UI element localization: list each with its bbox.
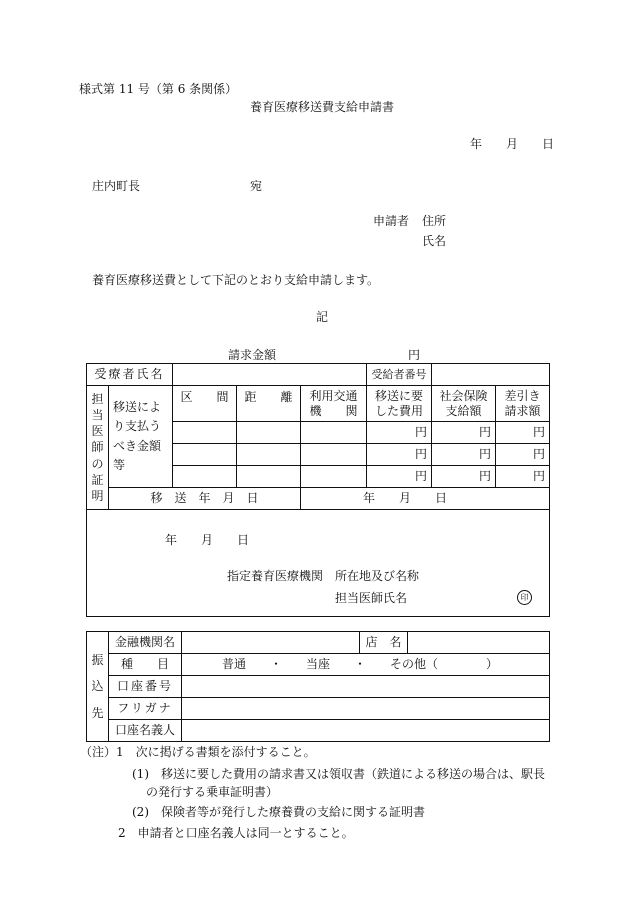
furigana-field[interactable]	[182, 698, 550, 720]
distance-cell[interactable]	[237, 466, 301, 488]
col-section: 区 間	[173, 386, 237, 422]
doctor-certification-side-label: 担当医師の証明	[91, 391, 104, 503]
transfer-destination-side	[87, 632, 109, 742]
certification-date[interactable]: 年 月 日	[165, 533, 250, 547]
col-distance: 距 離	[237, 386, 301, 422]
account-holder-field[interactable]	[182, 720, 550, 742]
institution-label: 指定養育医療機関	[227, 569, 324, 583]
main-table	[86, 363, 550, 617]
claim-amount-label: 請求金額	[228, 348, 277, 362]
branch-field[interactable]	[408, 632, 550, 654]
col-transport	[301, 386, 367, 422]
transfer-date-field[interactable]: 年 月 日	[301, 488, 550, 510]
form-title: 養育医療移送費支給申請書	[250, 100, 395, 114]
transfer-destination-label: 振込先	[91, 652, 104, 720]
col-transport-line1: 利用交通	[309, 388, 358, 403]
cost-cell[interactable]: 円	[367, 422, 432, 444]
note-1-1-line1: (1) 移送に要した費用の請求書又は領収書（鉄道による移送の場合は、駅長	[132, 767, 546, 781]
section-cell[interactable]	[173, 466, 237, 488]
name-label: 氏名	[422, 234, 447, 248]
application-statement: 養育医療移送費として下記のとおり支給申請します。	[92, 273, 380, 287]
transport-cell[interactable]	[301, 422, 367, 444]
recipient-number-label: 受給者番号	[367, 364, 432, 386]
note-1-1-line2: の発行する乗車証明書）	[146, 785, 279, 799]
distance-cell[interactable]	[237, 444, 301, 466]
col-claim-line1: 差引き	[504, 388, 541, 403]
claim-cell[interactable]: 円	[496, 444, 550, 466]
col-insurance-line2: 支給額	[445, 403, 482, 418]
form-number: 様式第 11 号（第 6 条関係）	[79, 82, 238, 96]
bank-name-label: 金融機関名	[109, 632, 182, 654]
claim-cell[interactable]: 円	[496, 422, 550, 444]
patient-name-field[interactable]	[173, 364, 367, 386]
claim-amount-yen: 円	[408, 348, 421, 362]
col-insurance	[432, 386, 496, 422]
account-holder-label: 口座名義人	[109, 720, 182, 742]
addressee-suffix: 宛	[250, 179, 263, 193]
doctor-name-label: 担当医師氏名	[335, 591, 408, 605]
transfer-cost-label: 移送により支払うべき金額等	[109, 386, 173, 488]
certification-block	[87, 510, 550, 617]
insurance-cell[interactable]: 円	[432, 444, 496, 466]
branch-label: 店 名	[360, 632, 408, 654]
col-claim-line2: 請求額	[504, 403, 541, 418]
transfer-date-label: 移 送 年 月 日	[109, 488, 301, 510]
transport-cell[interactable]	[301, 444, 367, 466]
account-type-options[interactable]: 普通 ・ 当座 ・ その他（ ）	[182, 654, 550, 676]
claim-cell[interactable]: 円	[496, 466, 550, 488]
address-label: 住所	[422, 214, 447, 228]
col-transport-line2: 機 関	[309, 403, 358, 418]
cost-cell[interactable]: 円	[367, 466, 432, 488]
seal-icon: 印	[517, 590, 532, 605]
col-insurance-line1: 社会保険	[439, 388, 488, 403]
account-type-label: 種 目	[109, 654, 182, 676]
addressee: 庄内町長	[92, 179, 141, 193]
seal-mark	[517, 590, 532, 605]
recipient-number-field[interactable]	[432, 364, 550, 386]
distance-cell[interactable]	[237, 422, 301, 444]
account-number-field[interactable]	[182, 676, 550, 698]
furigana-label: フリガナ	[109, 698, 182, 720]
ki-mark: 記	[316, 310, 329, 324]
col-cost-line2: した費用	[375, 403, 424, 418]
date-year-label: 年	[470, 137, 483, 151]
note-2: 2 申請者と口座名義人は同一とすること。	[118, 826, 354, 840]
insurance-cell[interactable]: 円	[432, 466, 496, 488]
insurance-cell[interactable]: 円	[432, 422, 496, 444]
section-cell[interactable]	[173, 444, 237, 466]
patient-name-label: 受療者氏名	[87, 364, 173, 386]
doctor-certification-side	[87, 386, 109, 510]
col-claim	[496, 386, 550, 422]
col-cost	[367, 386, 432, 422]
bank-table	[86, 631, 550, 742]
transport-cell[interactable]	[301, 466, 367, 488]
date-day-label: 日	[542, 137, 555, 151]
section-cell[interactable]	[173, 422, 237, 444]
institution-address-label: 所在地及び名称	[335, 569, 420, 583]
col-cost-line1: 移送に要	[375, 388, 424, 403]
cost-cell[interactable]: 円	[367, 444, 432, 466]
date-month-label: 月	[506, 137, 519, 151]
applicant-label: 申請者	[373, 214, 410, 228]
bank-name-field[interactable]	[182, 632, 360, 654]
account-number-label: 口座番号	[109, 676, 182, 698]
note-1-2: (2) 保険者等が発行した療養費の支給に関する証明書	[132, 805, 426, 819]
note-1: （注）1 次に掲げる書類を添付すること。	[80, 745, 316, 759]
